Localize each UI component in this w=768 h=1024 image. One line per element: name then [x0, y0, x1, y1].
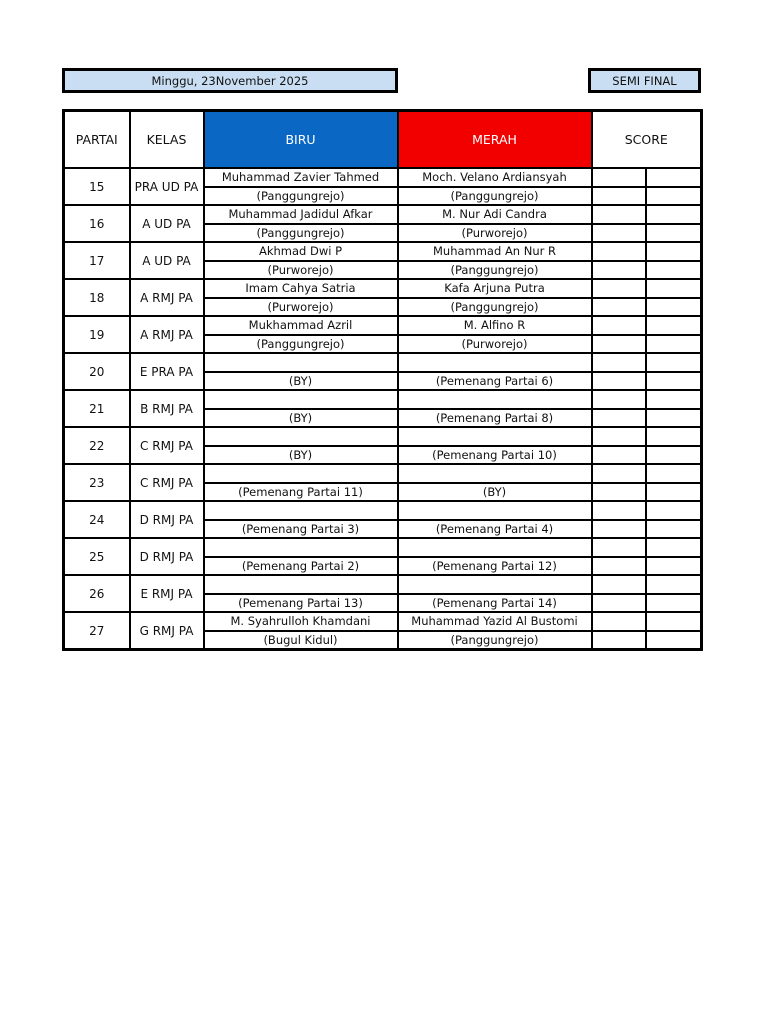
merah-athlete-name: [398, 353, 592, 372]
kelas-cell: C RMJ PA: [130, 427, 204, 464]
score-biru-round-cell: [592, 464, 646, 483]
score-biru-total-cell: [592, 631, 646, 650]
score-biru-round-cell: [592, 575, 646, 594]
match-table-body: [64, 168, 702, 650]
kelas-cell: PRA UD PA: [130, 168, 204, 205]
biru-athlete-team: (Panggungrejo): [204, 224, 398, 243]
partai-number: 15: [64, 168, 130, 205]
score-biru-round-cell: [592, 279, 646, 298]
score-merah-round-cell: [646, 464, 702, 483]
biru-athlete-team: (BY): [204, 409, 398, 428]
kelas-cell: B RMJ PA: [130, 390, 204, 427]
biru-athlete-team: (Pemenang Partai 2): [204, 557, 398, 576]
kelas-cell: E RMJ PA: [130, 575, 204, 612]
score-merah-round-cell: [646, 279, 702, 298]
score-biru-total-cell: [592, 409, 646, 428]
biru-athlete-name: Muhammad Zavier Tahmed: [204, 168, 398, 187]
partai-number: 22: [64, 427, 130, 464]
merah-athlete-name: [398, 464, 592, 483]
biru-athlete-name: Imam Cahya Satria: [204, 279, 398, 298]
merah-athlete-name: [398, 575, 592, 594]
score-merah-round-cell: [646, 316, 702, 335]
match-schedule-table: [62, 109, 703, 651]
score-biru-total-cell: [592, 298, 646, 317]
match-row: [64, 575, 702, 594]
merah-athlete-name: M. Nur Adi Candra: [398, 205, 592, 224]
score-merah-round-cell: [646, 242, 702, 261]
partai-number: 16: [64, 205, 130, 242]
match-row: [64, 501, 702, 520]
partai-number: 19: [64, 316, 130, 353]
merah-athlete-team: (Pemenang Partai 12): [398, 557, 592, 576]
biru-athlete-name: Muhammad Jadidul Afkar: [204, 205, 398, 224]
partai-number: 20: [64, 353, 130, 390]
kelas-cell: A UD PA: [130, 242, 204, 279]
score-merah-total-cell: [646, 483, 702, 502]
score-biru-round-cell: [592, 612, 646, 631]
biru-athlete-name: [204, 427, 398, 446]
header-biru: BIRU: [204, 111, 398, 169]
score-merah-total-cell: [646, 261, 702, 280]
biru-athlete-name: [204, 353, 398, 372]
match-row: [64, 612, 702, 631]
score-biru-round-cell: [592, 205, 646, 224]
merah-athlete-team: (Pemenang Partai 6): [398, 372, 592, 391]
merah-athlete-name: Muhammad An Nur R: [398, 242, 592, 261]
biru-athlete-team: (Panggungrejo): [204, 187, 398, 206]
score-biru-round-cell: [592, 501, 646, 520]
biru-athlete-name: M. Syahrulloh Khamdani: [204, 612, 398, 631]
date-banner: [62, 68, 398, 93]
biru-athlete-team: (Bugul Kidul): [204, 631, 398, 650]
stage-banner: [588, 68, 701, 93]
score-biru-round-cell: [592, 390, 646, 409]
header-partai: PARTAI: [64, 111, 130, 169]
biru-athlete-team: (Purworejo): [204, 298, 398, 317]
match-row: [64, 242, 702, 261]
merah-athlete-name: Kafa Arjuna Putra: [398, 279, 592, 298]
biru-athlete-team: (Pemenang Partai 3): [204, 520, 398, 539]
table-header-row: [64, 111, 702, 169]
score-merah-total-cell: [646, 557, 702, 576]
score-merah-total-cell: [646, 631, 702, 650]
kelas-cell: A RMJ PA: [130, 316, 204, 353]
partai-number: 17: [64, 242, 130, 279]
kelas-cell: C RMJ PA: [130, 464, 204, 501]
merah-athlete-team: (Panggungrejo): [398, 298, 592, 317]
score-biru-total-cell: [592, 446, 646, 465]
kelas-cell: E PRA PA: [130, 353, 204, 390]
score-merah-round-cell: [646, 168, 702, 187]
match-row: [64, 538, 702, 557]
score-biru-total-cell: [592, 261, 646, 280]
score-biru-total-cell: [592, 335, 646, 354]
biru-athlete-team: (BY): [204, 446, 398, 465]
kelas-cell: D RMJ PA: [130, 501, 204, 538]
merah-athlete-name: Moch. Velano Ardiansyah: [398, 168, 592, 187]
score-merah-round-cell: [646, 575, 702, 594]
header-kelas: KELAS: [130, 111, 204, 169]
score-merah-total-cell: [646, 335, 702, 354]
match-row: [64, 464, 702, 483]
stage-text: SEMI FINAL: [612, 73, 677, 88]
kelas-cell: D RMJ PA: [130, 538, 204, 575]
partai-number: 24: [64, 501, 130, 538]
match-row: [64, 353, 702, 372]
merah-athlete-name: [398, 538, 592, 557]
biru-athlete-team: (Pemenang Partai 13): [204, 594, 398, 613]
score-merah-round-cell: [646, 427, 702, 446]
score-biru-total-cell: [592, 520, 646, 539]
merah-athlete-team: (Pemenang Partai 10): [398, 446, 592, 465]
merah-athlete-team: (Pemenang Partai 14): [398, 594, 592, 613]
biru-athlete-team: (Purworejo): [204, 261, 398, 280]
match-row: [64, 279, 702, 298]
score-merah-total-cell: [646, 298, 702, 317]
score-biru-round-cell: [592, 353, 646, 372]
biru-athlete-name: [204, 538, 398, 557]
score-biru-total-cell: [592, 594, 646, 613]
biru-athlete-name: Akhmad Dwi P: [204, 242, 398, 261]
score-merah-round-cell: [646, 353, 702, 372]
score-merah-total-cell: [646, 594, 702, 613]
match-row: [64, 427, 702, 446]
match-row: [64, 205, 702, 224]
partai-number: 26: [64, 575, 130, 612]
score-biru-total-cell: [592, 224, 646, 243]
header-score: SCORE: [592, 111, 702, 169]
kelas-cell: G RMJ PA: [130, 612, 204, 650]
score-biru-round-cell: [592, 427, 646, 446]
header-merah: MERAH: [398, 111, 592, 169]
score-biru-round-cell: [592, 538, 646, 557]
date-text: Minggu, 23November 2025: [151, 73, 309, 88]
score-biru-total-cell: [592, 187, 646, 206]
biru-athlete-name: [204, 575, 398, 594]
biru-athlete-name: [204, 501, 398, 520]
match-row: [64, 316, 702, 335]
match-row: [64, 168, 702, 187]
score-merah-round-cell: [646, 390, 702, 409]
merah-athlete-name: Muhammad Yazid Al Bustomi: [398, 612, 592, 631]
biru-athlete-team: (Panggungrejo): [204, 335, 398, 354]
score-merah-total-cell: [646, 409, 702, 428]
score-merah-round-cell: [646, 205, 702, 224]
score-biru-round-cell: [592, 168, 646, 187]
match-row: [64, 390, 702, 409]
score-merah-total-cell: [646, 446, 702, 465]
merah-athlete-team: (Panggungrejo): [398, 631, 592, 650]
score-biru-total-cell: [592, 372, 646, 391]
merah-athlete-name: M. Alfino R: [398, 316, 592, 335]
partai-number: 18: [64, 279, 130, 316]
partai-number: 27: [64, 612, 130, 650]
merah-athlete-team: (Panggungrejo): [398, 261, 592, 280]
score-merah-total-cell: [646, 187, 702, 206]
merah-athlete-name: [398, 427, 592, 446]
merah-athlete-team: (Panggungrejo): [398, 187, 592, 206]
merah-athlete-name: [398, 501, 592, 520]
score-merah-total-cell: [646, 520, 702, 539]
merah-athlete-team: (Pemenang Partai 4): [398, 520, 592, 539]
score-merah-round-cell: [646, 538, 702, 557]
score-merah-round-cell: [646, 501, 702, 520]
score-merah-total-cell: [646, 372, 702, 391]
biru-athlete-name: [204, 390, 398, 409]
merah-athlete-name: [398, 390, 592, 409]
score-biru-total-cell: [592, 557, 646, 576]
biru-athlete-team: (BY): [204, 372, 398, 391]
merah-athlete-team: (Purworejo): [398, 224, 592, 243]
score-biru-round-cell: [592, 242, 646, 261]
score-biru-total-cell: [592, 483, 646, 502]
partai-number: 21: [64, 390, 130, 427]
kelas-cell: A RMJ PA: [130, 279, 204, 316]
score-merah-round-cell: [646, 612, 702, 631]
score-biru-round-cell: [592, 316, 646, 335]
kelas-cell: A UD PA: [130, 205, 204, 242]
score-merah-total-cell: [646, 224, 702, 243]
merah-athlete-team: (Pemenang Partai 8): [398, 409, 592, 428]
partai-number: 23: [64, 464, 130, 501]
biru-athlete-name: [204, 464, 398, 483]
merah-athlete-team: (Purworejo): [398, 335, 592, 354]
merah-athlete-team: (BY): [398, 483, 592, 502]
partai-number: 25: [64, 538, 130, 575]
biru-athlete-name: Mukhammad Azril: [204, 316, 398, 335]
biru-athlete-team: (Pemenang Partai 11): [204, 483, 398, 502]
